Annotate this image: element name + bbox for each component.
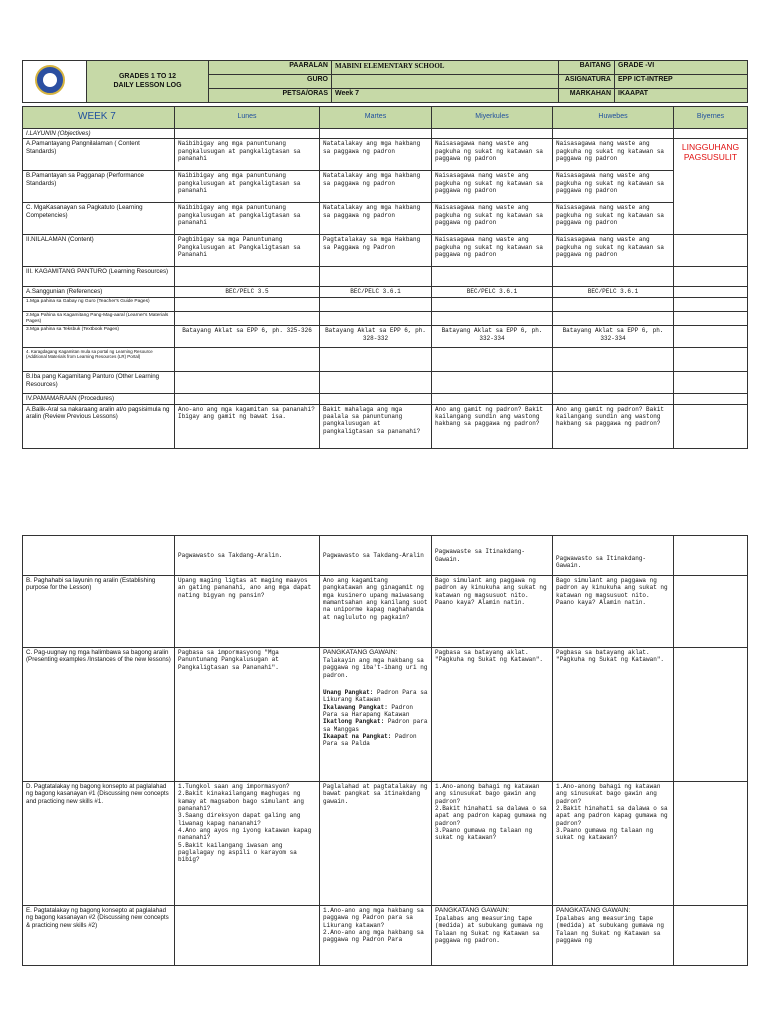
balik-aral-miyerkules: Ano ang gamit ng padron? Bakit kailangang sundin ang wastong hakbang sa paggawa ng padron? <box>432 404 553 448</box>
iba-pang-label: B.Iba pang Kagamitang Panturo (Other Learning Resources) <box>23 372 175 394</box>
grades-text: GRADES 1 TO 12 <box>118 72 177 80</box>
teksbuk-lunes: Batayang Aklat sa EPP 6, ph. 325-326 <box>175 326 320 348</box>
paghahabi-miyerkules: Bago simulant ang paggawa ng padron ay kinukuha ang sukat ng katawan ng magsusuot nito. Paano kaya? Alamin natin. <box>432 576 553 648</box>
pag-uugnay-lunes: Pagbasa sa impormasyong "Mga Panuntunang Pangkalusugan at Pangkaligtasan sa Pananahi". <box>175 648 320 782</box>
competencies-miyerkules: Naisasagawa nang waste ang pagkuha ng sukat ng katawan sa paggawa ng padron <box>432 203 553 235</box>
group-1-text: Padron Para sa Likurang Katawan <box>323 688 428 704</box>
kagamitang-pang-label: 2.Mga Pahina sa Kagamitang Pang-Mag-aaral (Learner's Materials Pages) <box>23 312 175 326</box>
paghahabi-martes: Ano ang kagamitang pangkatawan ang ginagamit ng mga kusinero upang maiwasang mamantsahan ang kanilang suot na uniporme kapag naghahanda at nagluluto ng pagkain? <box>320 576 432 648</box>
e-row-huwebes <box>553 906 674 966</box>
deped-seal-icon <box>35 65 65 95</box>
nilalaman-huwebes: Naisasagawa nang waste ang pagkuha ng sukat ng katawan sa paggawa ng padron <box>553 235 674 267</box>
pagwawasto-miyerkules: Pagwawaste sa Itinakdang-Gawain. <box>432 536 553 576</box>
markahan-label: MARKAHAN <box>559 89 615 103</box>
asignatura-value: EPP ICT-INTREP <box>615 75 748 89</box>
guro-label: GURO <box>209 75 332 89</box>
nilalaman-lunes: Pagbibigay sa mga Panuntunang Pangkalusugan at Pangkaligtasan sa Pananahi <box>175 235 320 267</box>
group-4 <box>323 733 428 748</box>
day-miyerkules: Miyerkules <box>432 107 553 129</box>
group-4-text: Padron Para sa Palda <box>323 732 417 748</box>
nilalaman-miyerkules: Naisasagawa nang waste ang pagkuha ng sukat ng katawan sa paggawa ng padron <box>432 235 553 267</box>
nilalaman-label: II.NILALAMAN (Content) <box>23 235 175 267</box>
group-2 <box>323 704 428 719</box>
lesson-table-page1 <box>22 106 748 449</box>
pamamaraan-label: IV.PAMAMARAAN (Procedures) <box>23 394 175 404</box>
e-miyerkules-title: PANGKATANG GAWAIN: <box>435 907 510 914</box>
pangkatang-gawain-title: PANGKATANG GAWAIN: <box>323 649 398 656</box>
group-3-label: Ikatlong Pangkat: <box>323 718 385 726</box>
pagwawasto-huwebes: Pagwawasto sa Itinakdang-Gawain. <box>553 536 674 576</box>
sanggunian-label: A.Sanggunian (References) <box>23 287 175 298</box>
pag-uugnay-label: C. Pag-uugnay ng mga halimbawa sa bagong aralin (Presenting examples /Instances of the new lessons) <box>23 648 175 782</box>
sanggunian-huwebes: BEC/PELC 3.6.1 <box>553 287 674 298</box>
layunin-label: I.LAYUNIN (Objectives) <box>23 129 175 139</box>
pagganap-martes: Natatalakay ang mga hakbang sa paggawa ng padron <box>320 171 432 203</box>
paghahabi-label: B. Paghahabi sa layunin ng aralin (Establishing purpose for the Lesson) <box>23 576 175 648</box>
teksbuk-huwebes: Batayang Aklat sa EPP 6, ph. 332-334 <box>553 326 674 348</box>
group-3 <box>323 718 428 733</box>
pagganap-huwebes: Naisasagawa nang waste ang pagkuha ng sukat ng katawan sa paggawa ng padron <box>553 171 674 203</box>
pag-uugnay-martes <box>320 648 432 782</box>
gabay-label: 1.Mga pahina sa Gabay ng Guro (Teacher's Guide Pages) <box>23 298 175 312</box>
kagamitan-label: III. KAGAMITANG PANTURO (Learning Resources) <box>23 267 175 287</box>
grades-cell <box>87 61 209 103</box>
balik-aral-huwebes: Ano ang gamit ng padron? Bakit kailangang sundin ang wastong hakbang sa paggawa ng padron? <box>553 404 674 448</box>
week-cell: WEEK 7 <box>23 107 175 129</box>
d-row-huwebes: 1.Ano-anong bahagi ng katawan ang sinusukat bago gawin ang padron? 2.Bakit hinahati sa dalawa o sa apat ang padron kapag gumawa ng padron? 3.Paano gumawa ng talaan ng sukat ng katawan? <box>553 782 674 906</box>
group-2-label: Ikalawang Pangkat: <box>323 703 388 711</box>
paaralan-label: PAARALAN <box>209 61 332 75</box>
petsa-value: Week 7 <box>332 89 559 103</box>
teksbuk-label: 3.Mga pahina sa Teksbuk (Textbook Pages) <box>23 326 175 348</box>
competencies-lunes: Naibibigay ang mga panuntunang pangkalusugan at pangkaligtasan sa pananahi <box>175 203 320 235</box>
sanggunian-lunes: BEC/PELC 3.5 <box>175 287 320 298</box>
d-row-label: D. Pagtatalakay ng bagong konsepto at paglalahad ng bagong kasanayan #1 (Discussing new concepts and practicing new skills #1. <box>23 782 175 906</box>
competencies-label: C. MgaKasanayan sa Pagkatuto (Learning Competencies) <box>23 203 175 235</box>
balik-aral-label: A.Balik-Aral sa nakaraang aralin at/o pagsisimula ng aralin (Review Previous Lessons) <box>23 404 175 448</box>
day-lunes: Lunes <box>175 107 320 129</box>
sanggunian-miyerkules: BEC/PELC 3.6.1 <box>432 287 553 298</box>
logo-cell <box>23 61 87 103</box>
sanggunian-martes: BEC/PELC 3.6.1 <box>320 287 432 298</box>
pamantayang-huwebes: Naisasagawa nang waste ang pagkuha ng sukat ng katawan sa paggawa ng padron <box>553 139 674 171</box>
pag-uugnay-miyerkules: Pagbasa sa batayang aklat. "Pagkuha ng Sukat ng Katawan". <box>432 648 553 782</box>
pagganap-miyerkules: Naisasagawa nang waste ang pagkuha ng sukat ng katawan sa paggawa ng padron <box>432 171 553 203</box>
nilalaman-martes: Pagtatalakay sa mga Hakbang sa Paggawa ng Padron <box>320 235 432 267</box>
group-4-label: Ikaapat na Pangkat: <box>323 732 392 740</box>
pangkatang-gawain-body: Talakayin ang mga hakbang sa paggawa ng iba't-ibang uri ng padron. <box>323 657 428 679</box>
teksbuk-miyerkules: Batayang Aklat sa EPP 6, ph. 332-334 <box>432 326 553 348</box>
group-1 <box>323 689 428 704</box>
balik-aral-lunes: Ano-ano ang mga kagamitan sa pananahi? Ibigay ang gamit ng bawat isa. <box>175 404 320 448</box>
pamantayang-label: A.Pamantayang Pangnilalaman ( Content Standards) <box>23 139 175 171</box>
pamantayang-martes: Natatalakay ang mga hakbang sa paggawa ng padron <box>320 139 432 171</box>
group-3-text: Padron para sa Manggas <box>323 718 428 733</box>
paghahabi-lunes: Upang maging ligtas at maging maayos an gating pananahi, ano ang mga dapat nating bigyan ng pansin? <box>175 576 320 648</box>
pagwawasto-lunes: Pagwawasto sa Takdang-Aralin. <box>175 536 320 576</box>
e-row-martes: 1.Ano-ano ang mga hakbang sa paggawa ng Padron para sa Likurang katawan? 2.Ano-ano ang mga hakbang sa paggawa ng Padron Para <box>320 906 432 966</box>
d-row-martes: Paglalahad at pagtatalakay ng bawat pangkat sa itinakdang gawain. <box>320 782 432 906</box>
group-1-label: Unang Pangkat: <box>323 688 374 696</box>
pagganap-label: B.Pamantayan sa Pagganap (Performance Standards) <box>23 171 175 203</box>
asignatura-label: ASIGNATURA <box>559 75 615 89</box>
baitang-value: GRADE -VI <box>615 61 748 75</box>
karagdagang-label: 4. Karagdagang Kagamitan mula sa portal ng Learning Resource (Additional Materials from Learning Resources (LR) Portal) <box>23 348 175 372</box>
day-martes: Martes <box>320 107 432 129</box>
pagganap-lunes: Naibibigay ang mga panuntunang pangkalusugan at pangkaligtasan sa pananahi <box>175 171 320 203</box>
biyernes-note: LINGGUHANG PAGSUSULIT <box>674 139 748 235</box>
day-huwebes: Huwebes <box>553 107 674 129</box>
e-miyerkules-body: Ipalabas ang measuring tape (medida) at subukang gumawa ng Talaan ng Sukat ng Katawan sa paggawa ng padron. <box>435 915 544 944</box>
pag-uugnay-huwebes: Pagbasa sa batayang aklat. "Pagkuha ng Sukat ng Katawan". <box>553 648 674 782</box>
balik-aral-martes: Bakit mahalaga ang mga paalala sa panuntunang pangkalusugan at pangkaligtasan sa pananahi? <box>320 404 432 448</box>
petsa-label: PETSA/ORAS <box>209 89 332 103</box>
e-row-label: E. Pagtatalakay ng bagong konsepto at paglalahad ng bagong kasanayan #2 (Discussing new concepts & practicing new skills #2) <box>23 906 175 966</box>
competencies-huwebes: Naisasagawa nang waste ang pagkuha ng sukat ng katawan sa paggawa ng padron <box>553 203 674 235</box>
dll-text: DAILY LESSON LOG <box>113 81 182 89</box>
e-row-miyerkules <box>432 906 553 966</box>
competencies-martes: Natatalakay ang mga hakbang sa paggawa ng padron <box>320 203 432 235</box>
pagwawasto-martes: Pagwawasto sa Takdang-Aralin <box>320 536 432 576</box>
teksbuk-martes: Batayang Aklat sa EPP 6, ph. 328-332 <box>320 326 432 348</box>
pamantayang-miyerkules: Naisasagawa nang waste ang pagkuha ng sukat ng katawan sa paggawa ng padron <box>432 139 553 171</box>
paghahabi-huwebes: Bago simulant ang paggawa ng padron ay kinukuha ang sukat ng katawan ng magsusuot nito. Paano kaya? Alamin natin. <box>553 576 674 648</box>
baitang-label: BAITANG <box>559 61 615 75</box>
pamantayang-lunes: Naibibigay ang mga panuntunang pangkalusugan at pangkaligtasan sa pananahi <box>175 139 320 171</box>
markahan-value: IKAAPAT <box>615 89 748 103</box>
paaralan-value: MABINI ELEMENTARY SCHOOL <box>332 61 559 75</box>
guro-value <box>332 75 559 89</box>
day-biyernes: Biyernes <box>674 107 748 129</box>
e-row-lunes <box>175 906 320 966</box>
e-huwebes-title: PANGKATANG GAWAIN: <box>556 907 631 914</box>
group-2-text: Padron Para sa Harapang Katawan <box>323 703 414 718</box>
e-huwebes-body: Ipalabas ang measuring tape (medida) at subukang gumawa ng Talaan ng Sukat ng Katawan sa paggawa ng <box>556 915 665 944</box>
lesson-table-page2 <box>22 535 748 966</box>
d-row-lunes: 1.Tungkol saan ang impormasyon? 2.Bakit kinakailangang maghugas ng kamay at magsabon bago simulant ang pananahi? 3.Saang direksyon dapat galing ang liwanag kapag nananahi? 4.Ano ang ayos ng iyong katawan kapag nananahi? 5.Bakit kailangang iwasan ang paglalagay ng aspili o karayom sa bibig? <box>175 782 320 906</box>
d-row-miyerkules: 1.Ano-anong bahagi ng katawan ang sinusukat bago gawin ang padron? 2.Bakit hinahati sa dalawa o sa apat ang padron kapag gumawa ng padron? 3.Paano gumawa ng talaan ng sukat ng katawan? <box>432 782 553 906</box>
header-table <box>22 60 748 103</box>
